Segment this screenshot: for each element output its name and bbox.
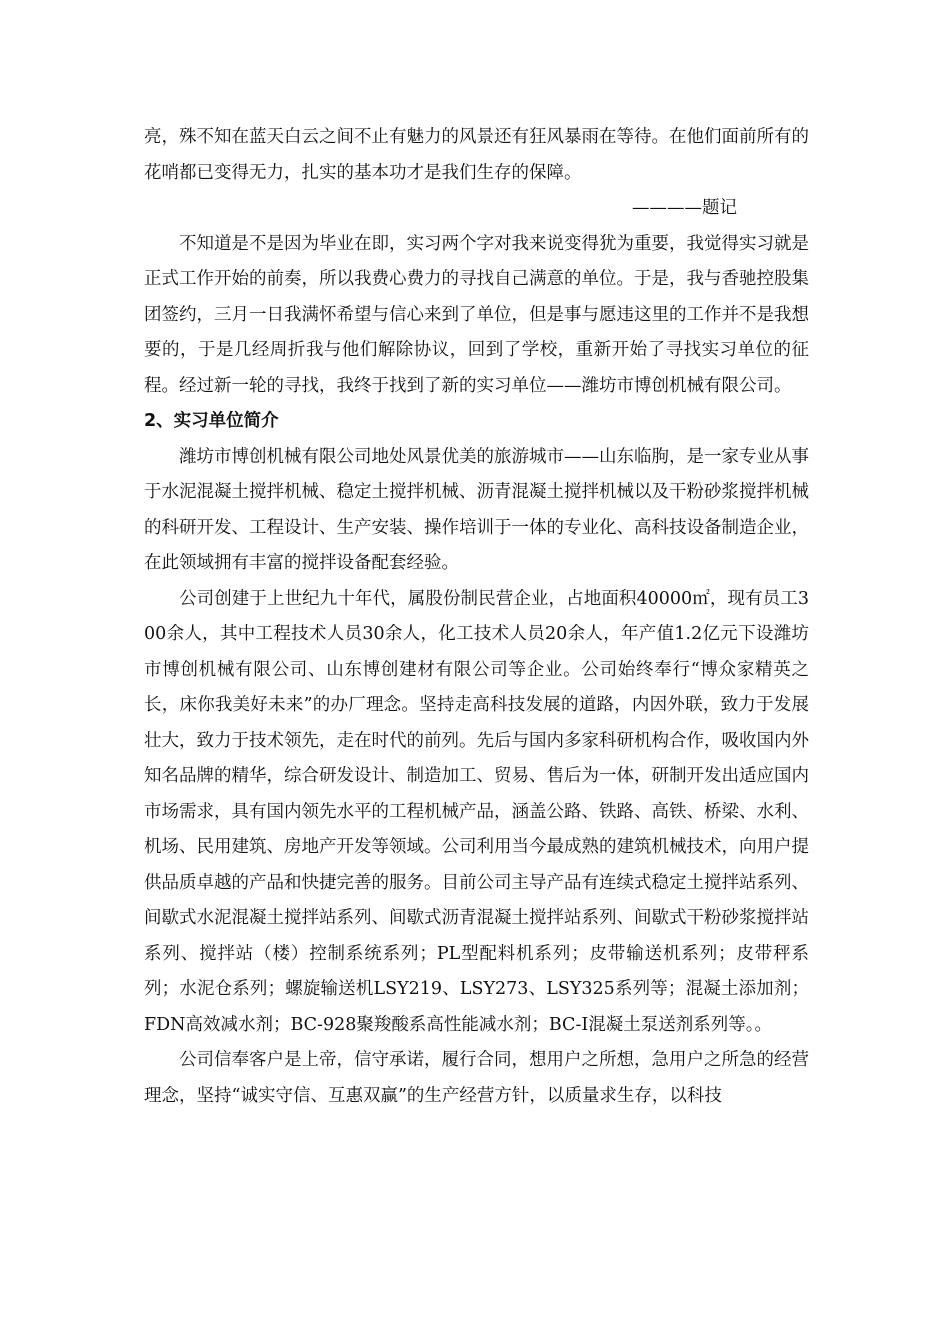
epigraph-signature: ————题记 [632, 198, 737, 218]
epigraph-text: 亮，殊不知在蓝天白云之间不止有魅力的风景还有狂风暴雨在等待。在他们面前所有的花哨都已变得无力，扎实的基本功才是我们生存的保障。 [144, 127, 809, 183]
document-page [144, 120, 809, 1114]
section-heading: 2、实习单位简介 [144, 411, 279, 431]
intro-paragraph: 不知道是不是因为毕业在即，实习两个字对我来说变得犹为重要，我觉得实习就是正式工作开始的前奏，所以我费心费力的寻找自己满意的单位。于是，我与香驰控股集团签约，三月一日我满怀希望与信心来到了单位，但是事与愿违这里的工作并不是我想要的，于是几经周折我与他们解除协议，回到了学校，重新开始了寻找实习单位的征程。经过新一轮的寻找，我终于找到了新的实习单位——潍坊市博创机械有限公司。 [144, 233, 809, 396]
company-philosophy-paragraph: 公司信奉客户是上帝，信守承诺，履行合同，想用户之所想，急用户之所急的经营理念，坚持“诚实守信、互惠双赢”的生产经营方针，以质量求生存，以科技 [144, 1050, 809, 1106]
company-overview-paragraph: 潍坊市博创机械有限公司地处风景优美的旅游城市——山东临朐，是一家专业从事于水泥混凝土搅拌机械、稳定土搅拌机械、沥青混凝土搅拌机械以及干粉砂浆搅拌机械的科研开发、工程设计、生产安装、操作培训于一体的专业化、高科技设备制造企业，在此领域拥有丰富的搅拌设备配套经验。 [144, 446, 809, 573]
company-history-paragraph: 公司创建于上世纪九十年代，属股份制民营企业，占地面积40000㎡，现有员工300余人，其中工程技术人员30余人，化工技术人员20余人，年产值1.2亿元下设潍坊市博创机械有限公司、山东博创建材有限公司等企业。公司始终奉行“博众家精英之长，床你我美好未来”的办厂理念。坚持走高科技发展的道路，内因外联，致力于发展壮大，致力于技术领先，走在时代的前列。先后与国内多家科研机构合作，吸收国内外知名品牌的精华，综合研发设计、制造加工、贸易、售后为一体，研制开发出适应国内市场需求，具有国内领先水平的工程机械产品，涵盖公路、铁路、高铁、桥梁、水利、机场、民用建筑、房地产开发等领域。公司利用当今最成熟的建筑机械技术，向用户提供品质卓越的产品和快捷完善的服务。目前公司主导产品有连续式稳定土搅拌站系列、间歇式水泥混凝土搅拌站系列、间歇式沥青混凝土搅拌站系列、间歇式干粉砂浆搅拌站系列、搅拌站（楼）控制系统系列；PL型配料机系列；皮带输送机系列；皮带秤系列；水泥仓系列；螺旋输送机LSY219、LSY273、LSY325系列等；混凝土添加剂；FDN高效减水剂；BC-928聚羧酸系高性能减水剂；BC-I混凝土泵送剂系列等。。 [144, 588, 809, 1035]
